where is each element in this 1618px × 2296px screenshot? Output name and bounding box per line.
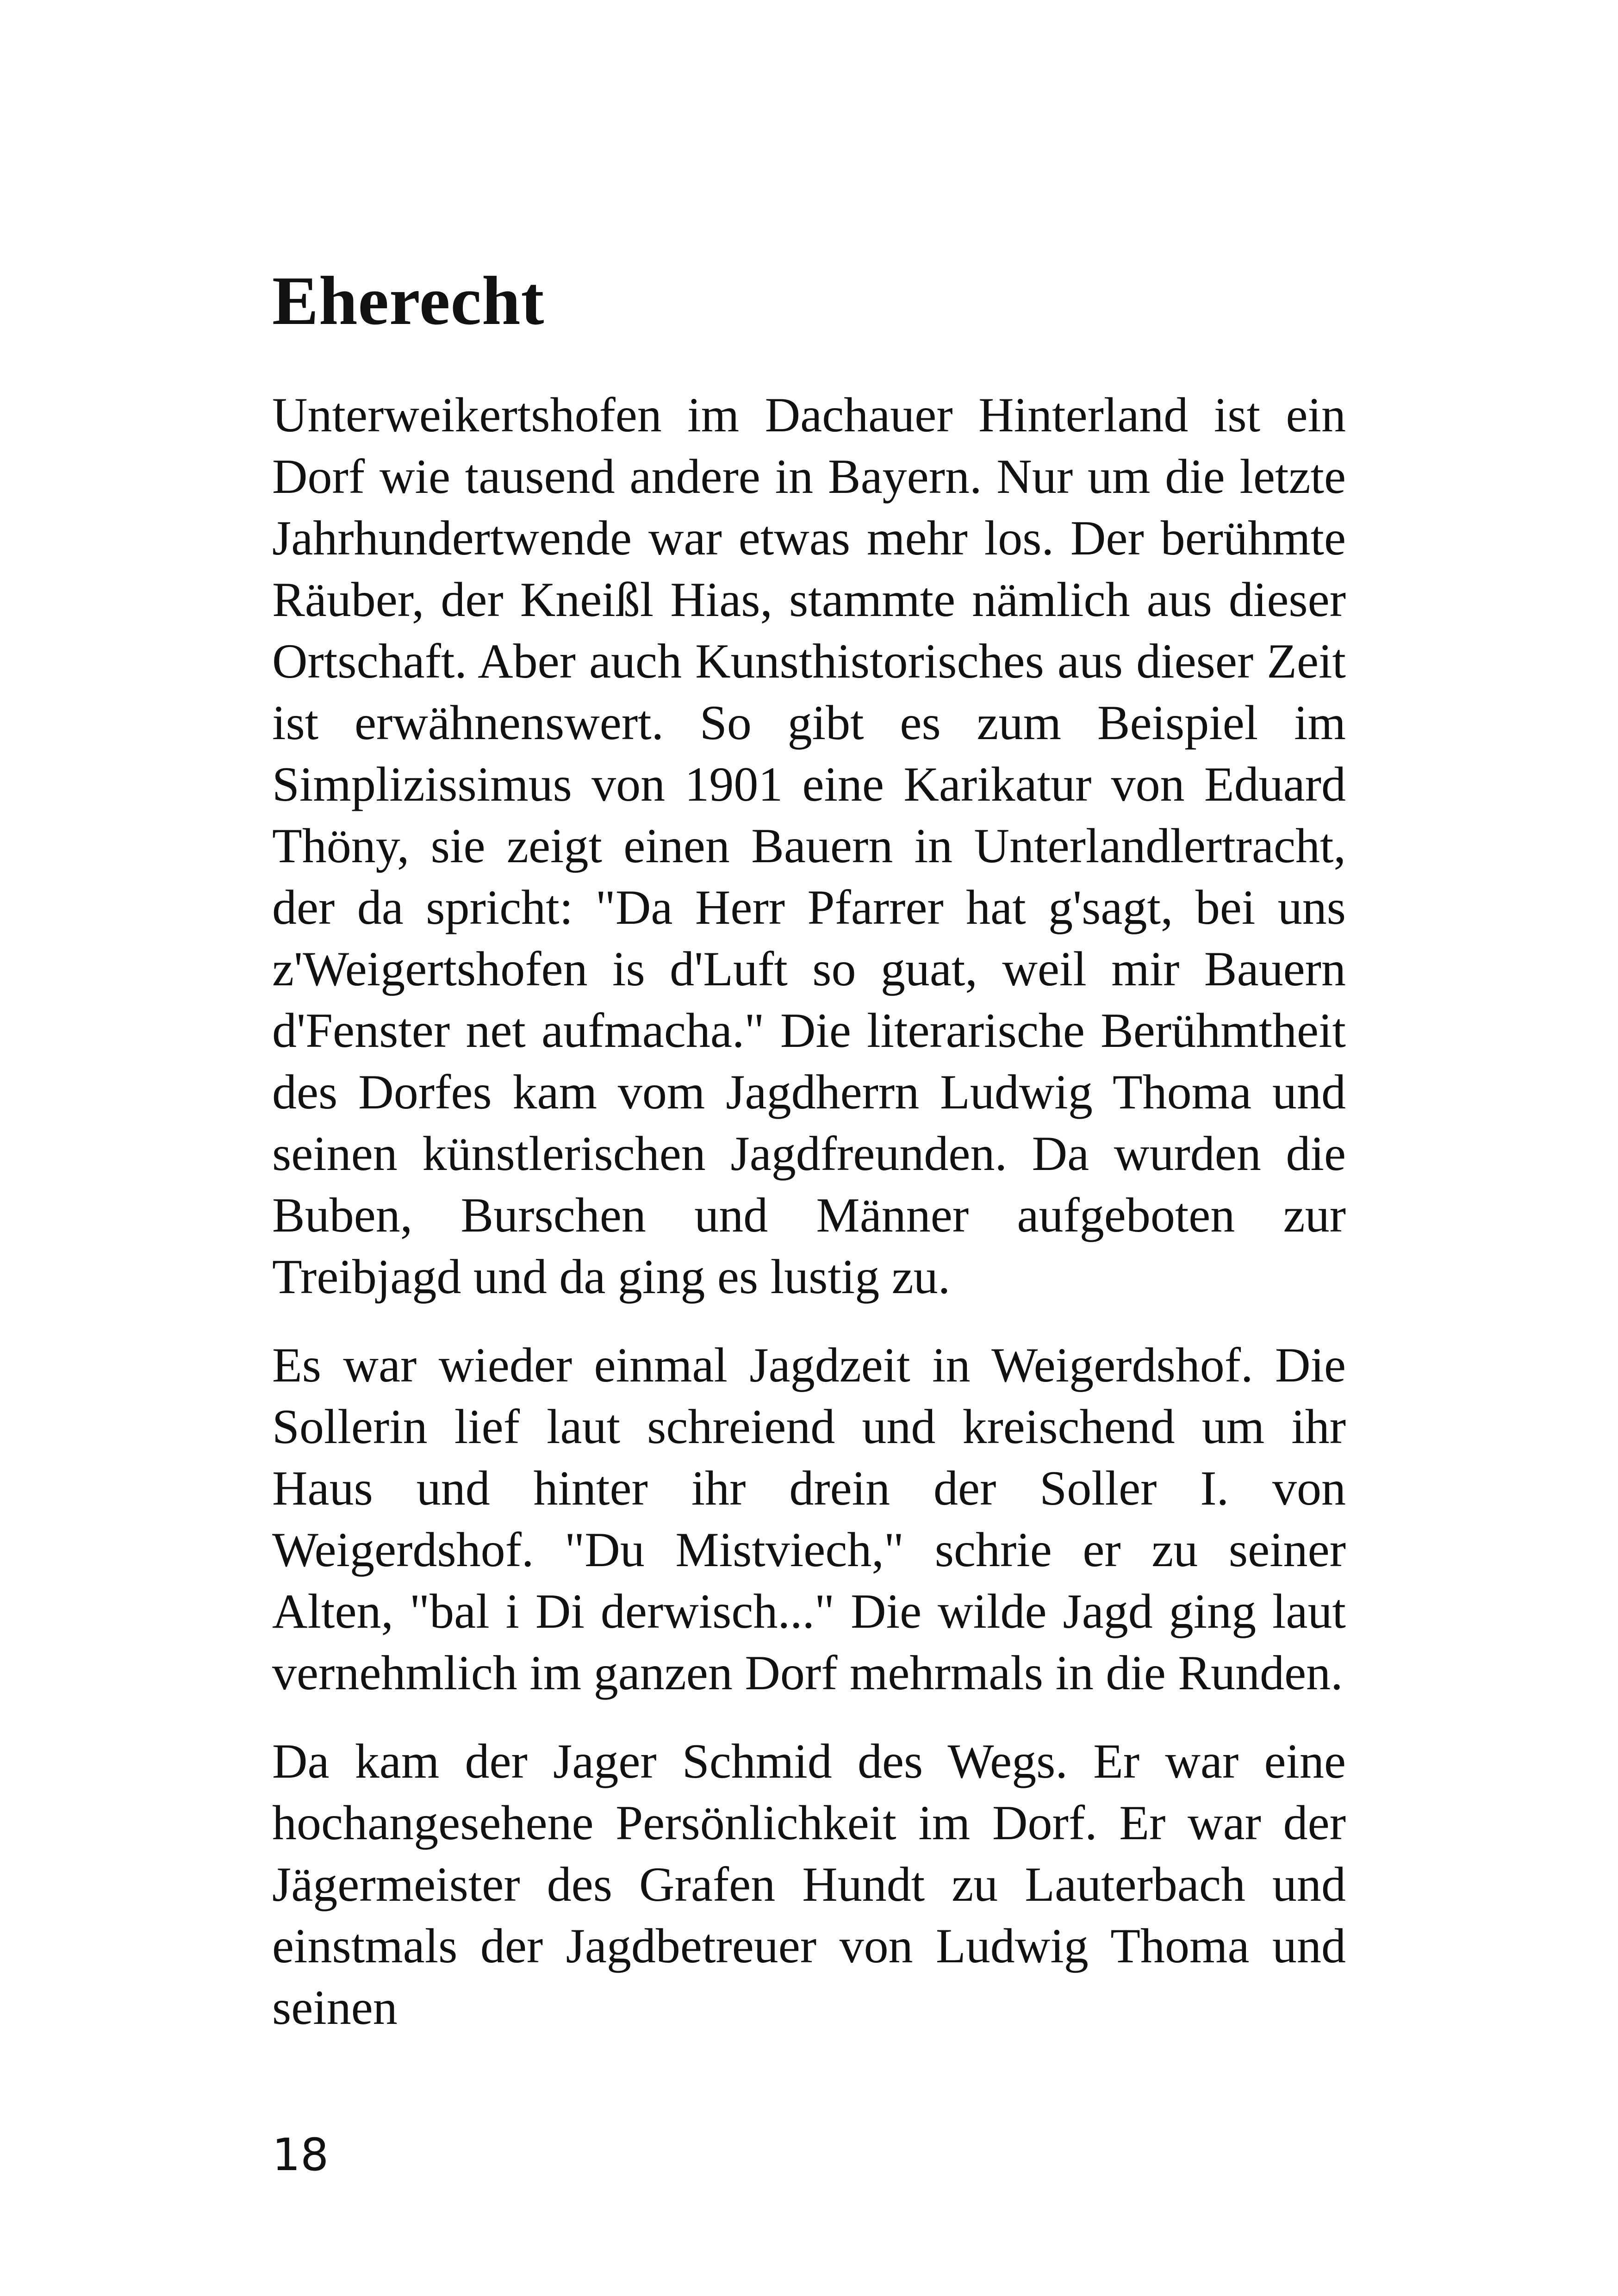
paragraph-2: Es war wieder einmal Jagdzeit in Weigerdshof. Die Sollerin lief laut schreiend und kreischend um ihr Haus und hinter ihr drein der Soller I. von Weigerdshof. "Du Mistviech," schrie er zu seiner Alten, "bal i Di derwisch..." Die wilde Jagd ging laut vernehmlich im ganzen Dorf mehrmals in die Runden. [272, 1338, 1346, 1700]
paragraph-1: Unterweikertshofen im Dachauer Hinterland ist ein Dorf wie tausend andere in Bayern. Nur um die letzte Jahrhundertwende war etwas mehr los. Der berühmte Räuber, der Kneißl Hias, stammte nämlich aus dieser Ortschaft. Aber auch Kunsthistorisches aus dieser Zeit ist erwähnenswert. So gibt es zum Beispiel im Simplizissimus von 1901 eine Karikatur von Eduard Thöny, sie zeigt einen Bauern in Unterlandlertracht, der da spricht: "Da Herr Pfarrer hat g'sagt, bei uns z'Weigertshofen is d'Luft so guat, weil mir Bauern d'Fenster net aufmacha." Die literarische Berühmtheit des Dorfes kam vom Jagdherrn Ludwig Thoma und seinen künstlerischen Jagdfreunden. Da wurden die Buben, Burschen und Männer aufgeboten zur Treibjagd und da ging es lustig zu. [272, 388, 1346, 1304]
chapter-title: Eherecht [272, 262, 545, 339]
page-content [272, 259, 1346, 2065]
paragraph-3: Da kam der Jager Schmid des Wegs. Er war eine hochangesehene Persönlichkeit im Dorf. Er war der Jägermeister des Grafen Hundt zu Lauterbach und einstmals der Jagdbetreuer von Ludwig Thoma und seinen [272, 1734, 1346, 2035]
page-number: 18 [272, 2129, 329, 2181]
